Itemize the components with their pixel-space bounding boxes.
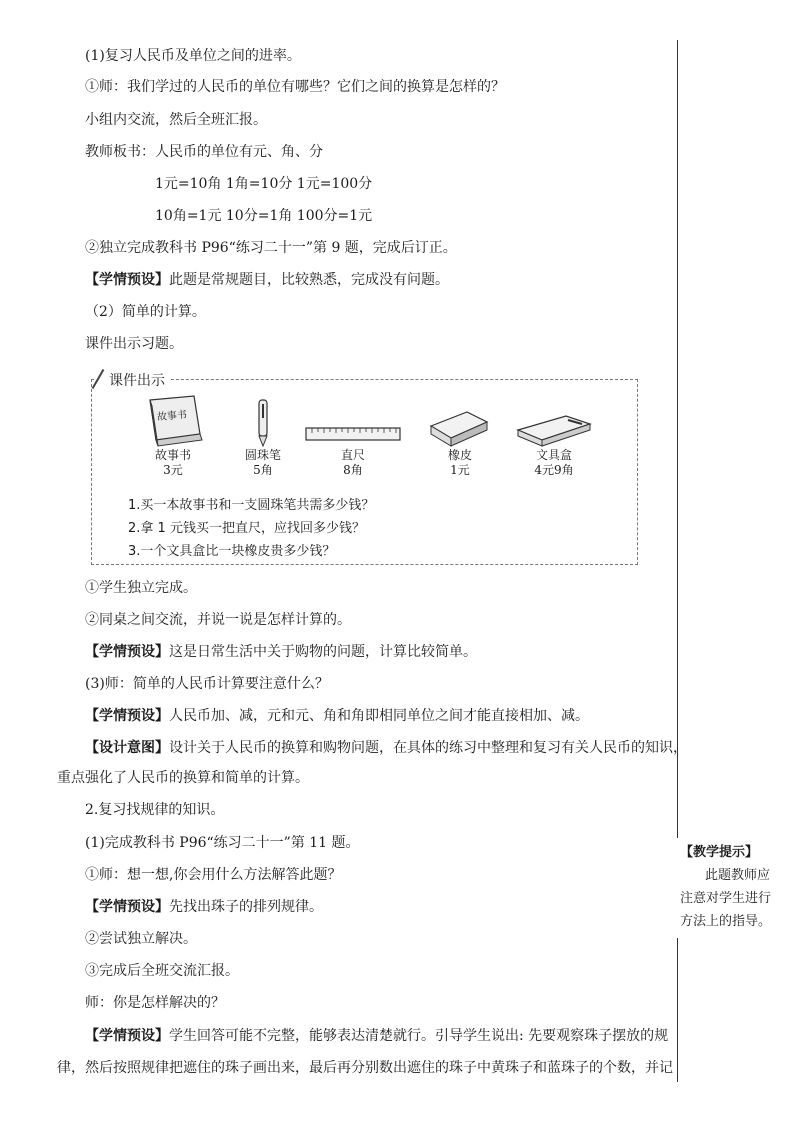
teaching-tip-line-2: 注意对学生进行	[680, 891, 772, 906]
item-price: 3元	[163, 463, 183, 477]
item-pen	[238, 398, 288, 478]
courseware-title	[95, 370, 171, 390]
line-10: 课件出示习题。	[85, 336, 183, 352]
pencil-case-icon	[514, 408, 594, 448]
item-name: 文具盒	[535, 448, 572, 462]
line-18: 2.复习找规律的知识。	[85, 802, 225, 818]
teaching-tip-line-1: 此题教师应	[705, 868, 771, 883]
line-16	[85, 738, 687, 758]
item-name: 橡皮	[447, 448, 472, 462]
annotation-text: 这是日常生活中关于购物的问题，计算比较简单。	[169, 644, 477, 660]
item-name: 直尺	[340, 448, 365, 462]
line-15	[85, 706, 589, 726]
line-9: （2）简单的计算。	[85, 304, 206, 320]
item-name: 故事书	[154, 448, 191, 462]
line-26: 律，然后按照规律把遮住的珠子画出来，最后再分别数出遮住的珠子中黄珠子和蓝珠子的个数，并记	[57, 1060, 673, 1076]
line-12: ②同桌之间交流，并说一说是怎样计算的。	[85, 612, 351, 628]
item-price: 4元9角	[534, 463, 574, 477]
item-price: 8角	[343, 463, 363, 477]
ruler-icon	[304, 420, 402, 448]
eraser-icon	[427, 404, 493, 448]
line-13	[85, 642, 477, 662]
item-eraser	[424, 404, 496, 478]
ballpoint-pen-icon	[253, 398, 273, 448]
question-2: 2.拿 1 元钱买一把直尺，应找回多少钱？	[128, 521, 365, 536]
line-4: 教师板书：人民币的单位有元、角、分	[85, 144, 323, 160]
line-21	[85, 897, 323, 917]
line-7: ②独立完成教科书 P96“练习二十一”第 9 题，完成后订正。	[85, 240, 457, 256]
storybook-cover-title: 故事书	[156, 409, 188, 424]
teaching-tip-line-3: 方法上的指导。	[680, 914, 772, 929]
line-23: ③完成后全班交流汇报。	[85, 963, 239, 979]
item-ruler	[303, 420, 403, 478]
question-3: 3.一个文具盒比一块橡皮贵多少钱？	[128, 544, 336, 559]
item-pencil-case	[512, 408, 596, 478]
storybook-icon	[142, 394, 204, 448]
question-1: 1.买一本故事书和一支圆珠笔共需多少钱？	[128, 498, 375, 513]
annotation-tag: 【学情预设】	[85, 272, 169, 288]
line-8	[85, 270, 449, 290]
item-price: 5角	[253, 463, 273, 477]
line-19: (1)完成教科书 P96“练习二十一”第 11 题。	[85, 835, 360, 851]
teaching-tip-title: 【教学提示】	[680, 845, 759, 860]
line-14: (3)师：简单的人民币计算要注意什么？	[85, 676, 329, 692]
line-3: 小组内交流，然后全班汇报。	[85, 112, 267, 128]
line-2: ①师：我们学过的人民币的单位有哪些？它们之间的换算是怎样的？	[85, 79, 505, 95]
line-11: ①学生独立完成。	[85, 580, 197, 596]
annotation-tag: 【学情预设】	[85, 899, 169, 915]
item-price: 1元	[450, 463, 470, 477]
line-24: 师：你是怎样解决的？	[85, 995, 225, 1011]
line-22: ②尝试独立解决。	[85, 931, 197, 947]
line-20: ①师：想一想,你会用什么方法解答此题？	[85, 867, 342, 883]
line-5: 1元=10角 1角=10分 1元=100分	[155, 176, 373, 192]
item-name: 圆珠笔	[244, 448, 281, 462]
courseware-title-text: 课件出示	[109, 373, 165, 389]
annotation-text: 学生回答可能不完整，能够表达清楚就行。引导学生说出: 先要观察珠子摆放的规	[169, 1028, 669, 1044]
item-storybook	[138, 394, 208, 478]
line-1: (1)复习人民币及单位之间的进率。	[85, 48, 301, 64]
annotation-text: 人民币加、减，元和元、角和角即相同单位之间才能直接相加、减。	[169, 708, 589, 724]
line-17: 重点强化了人民币的换算和简单的计算。	[57, 770, 309, 786]
annotation-tag: 【学情预设】	[85, 644, 169, 660]
line-6: 10角=1元 10分=1角 100分=1元	[155, 208, 373, 224]
annotation-tag: 【学情预设】	[85, 708, 169, 724]
annotation-text: 此题是常规题目，比较熟悉，完成没有问题。	[169, 272, 449, 288]
line-25	[85, 1026, 668, 1046]
annotation-text: 先找出珠子的排列规律。	[169, 899, 323, 915]
annotation-tag: 【学情预设】	[85, 1028, 169, 1044]
annotation-tag: 【设计意图】	[85, 740, 169, 756]
annotation-text: 设计关于人民币的换算和购物问题，在具体的练习中整理和复习有关人民币的知识，	[169, 740, 687, 756]
